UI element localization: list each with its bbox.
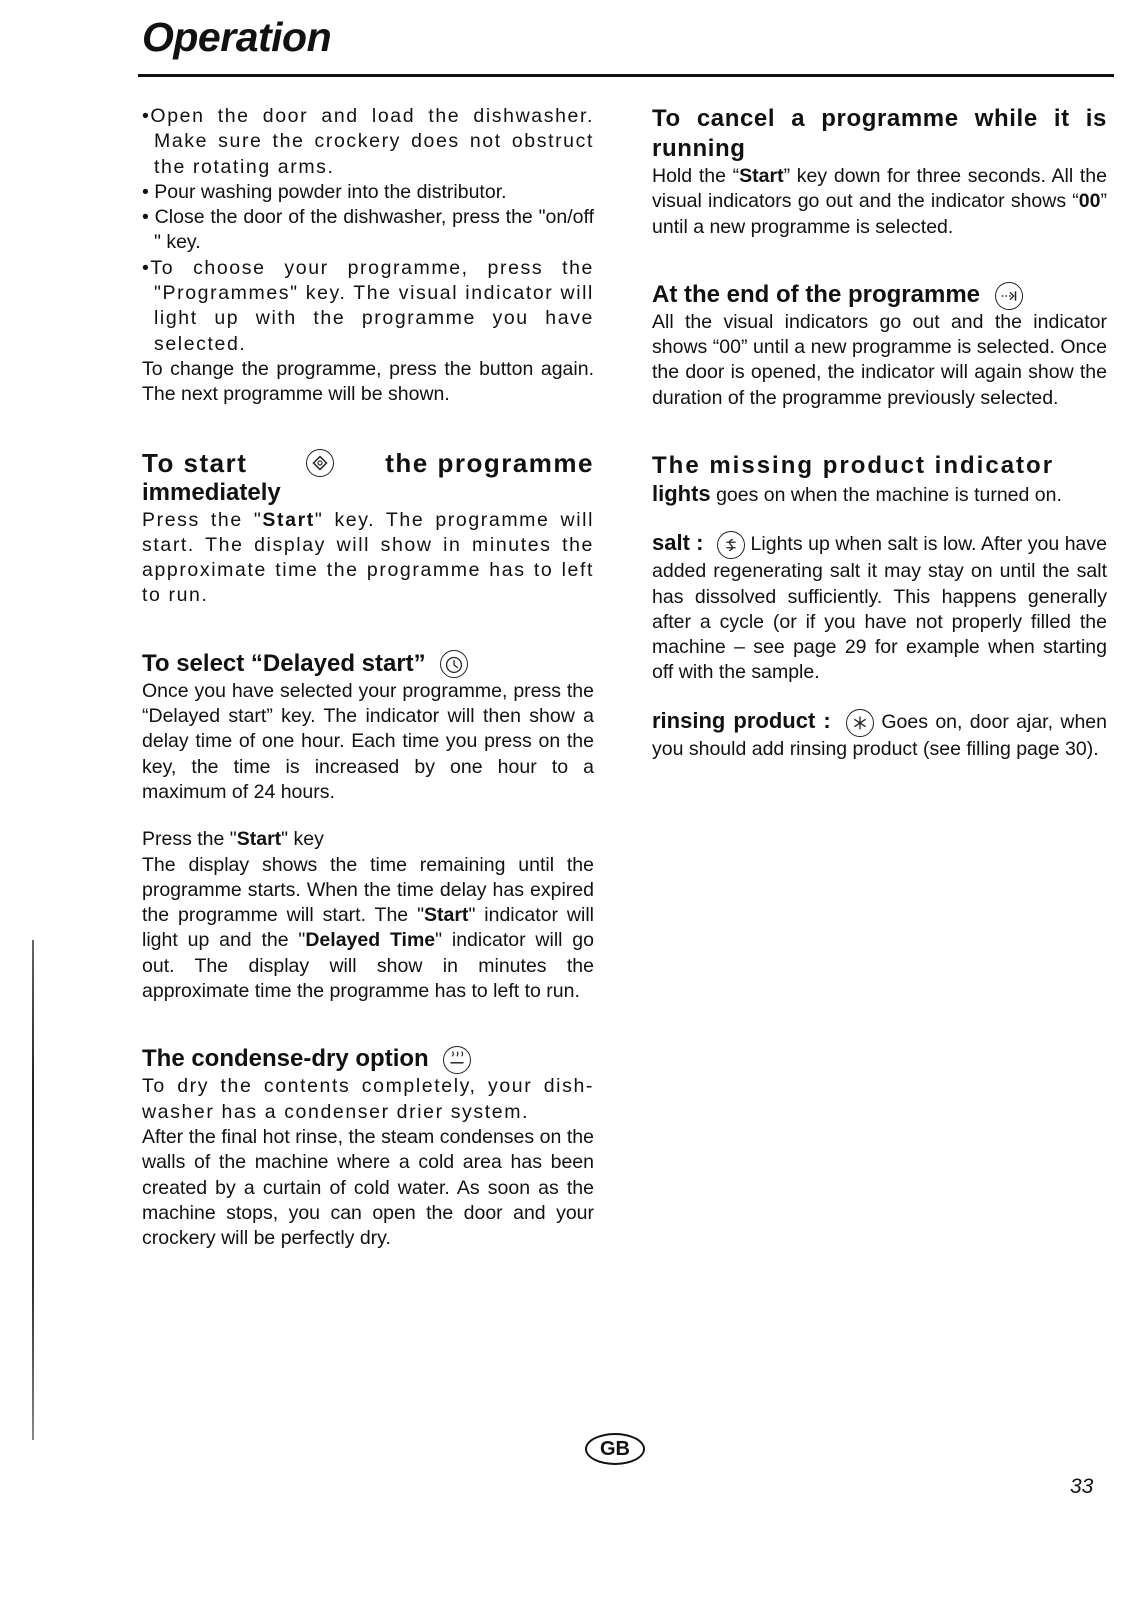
rinse-label: rinsing product : (652, 707, 831, 733)
press-start-line: Press the "Start" key (142, 828, 324, 851)
end-text: All the visual indicators go out and the indicator shows “00” until a new programme is selected. Once the door is opened, the indicator will again show the duration of the programme previously selected. (652, 310, 1107, 409)
condense-text-2: After the final hot rinse, the steam condenses on the walls of the machine where a cold area has been created by a curtain of cold water. As soon as the machine stops, you can open the door and your crockery will be perfectly dry. (142, 1125, 594, 1250)
title-rule (138, 74, 1114, 77)
right-column (652, 104, 1107, 762)
page-number: 33 (1070, 1475, 1094, 1498)
salt-label: salt : (652, 530, 704, 556)
cancel-heading: To cancel a programme while it is running (652, 105, 1107, 162)
cancel-text: Hold the “Start” key down for three seconds. All the visual indicators go out and the indicator shows “00” until a new programme is selected. (652, 165, 1107, 238)
start-heading (142, 448, 594, 478)
condense-heading: The condense-dry option (142, 1044, 594, 1074)
page-title: Operation (142, 14, 332, 60)
rinse-aid-icon (846, 709, 874, 737)
start-heading-c: immediately (142, 478, 281, 506)
country-badge: GB (585, 1433, 645, 1465)
start-heading-b: the programme (385, 447, 594, 478)
delayed-description: The display shows the time remaining until the programme starts. When the time delay has expired the programme will start. The "Start" indicator will light up and the "Delayed Time" indicator will go out. The display will show in minutes the approximate time the programme has to left to run. (142, 853, 594, 1003)
salt-text: salt : Lights up when salt is low. After you have added regenerating salt it may stay on until the salt has dissolved sufficiently. This happens generally after a cycle (or if you have not properly filled the machine – see page 29 for example when starting off with the sample. (652, 530, 1107, 684)
missing-heading: The missing product indicator (652, 452, 1055, 480)
delayed-heading: To select “Delayed start” (142, 649, 594, 679)
step-onoff: • Close the door of the dishwasher, press the "on/off " key. (142, 206, 594, 254)
condense-dry-icon (443, 1046, 471, 1074)
scan-edge (32, 940, 34, 1440)
delayed-start-icon (440, 650, 468, 678)
start-heading-a: To start (142, 447, 248, 478)
left-column (142, 104, 594, 1251)
end-programme-icon (995, 282, 1023, 310)
missing-text: lights goes on when the machine is turned on. (652, 481, 1062, 507)
start-icon (306, 449, 334, 477)
start-text: Press the "Start" key. The programme will start. The display will show in minutes the approximate time the programme has to left to run. (142, 508, 595, 607)
salt-icon (717, 531, 745, 559)
condense-text-1: To dry the contents completely, your dish-washer has a condenser drier system. (142, 1075, 594, 1123)
end-heading: At the end of the programme (652, 280, 1107, 310)
change-programme-text: To change the programme, press the button again. The next programme will be shown. (142, 357, 594, 406)
step-load: •Open the door and load the dishwasher. Make sure the crockery does not obstruct the rotating arms. (142, 105, 594, 178)
delayed-text: Once you have selected your programme, press the “Delayed start” key. The indicator will then show a delay time of one hour. Each time you press on the key, the time is increased by one hour to a maximum of 24 hours. (142, 679, 594, 803)
step-choose: •To choose your programme, press the "Programmes" key. The visual indicator will light up with the programme you have selected. (142, 256, 594, 355)
rinse-text: rinsing product : Goes on, door ajar, when you should add rinsing product (see filling page 30). (652, 707, 1107, 760)
step-powder: • Pour washing powder into the distributor. (142, 180, 507, 203)
